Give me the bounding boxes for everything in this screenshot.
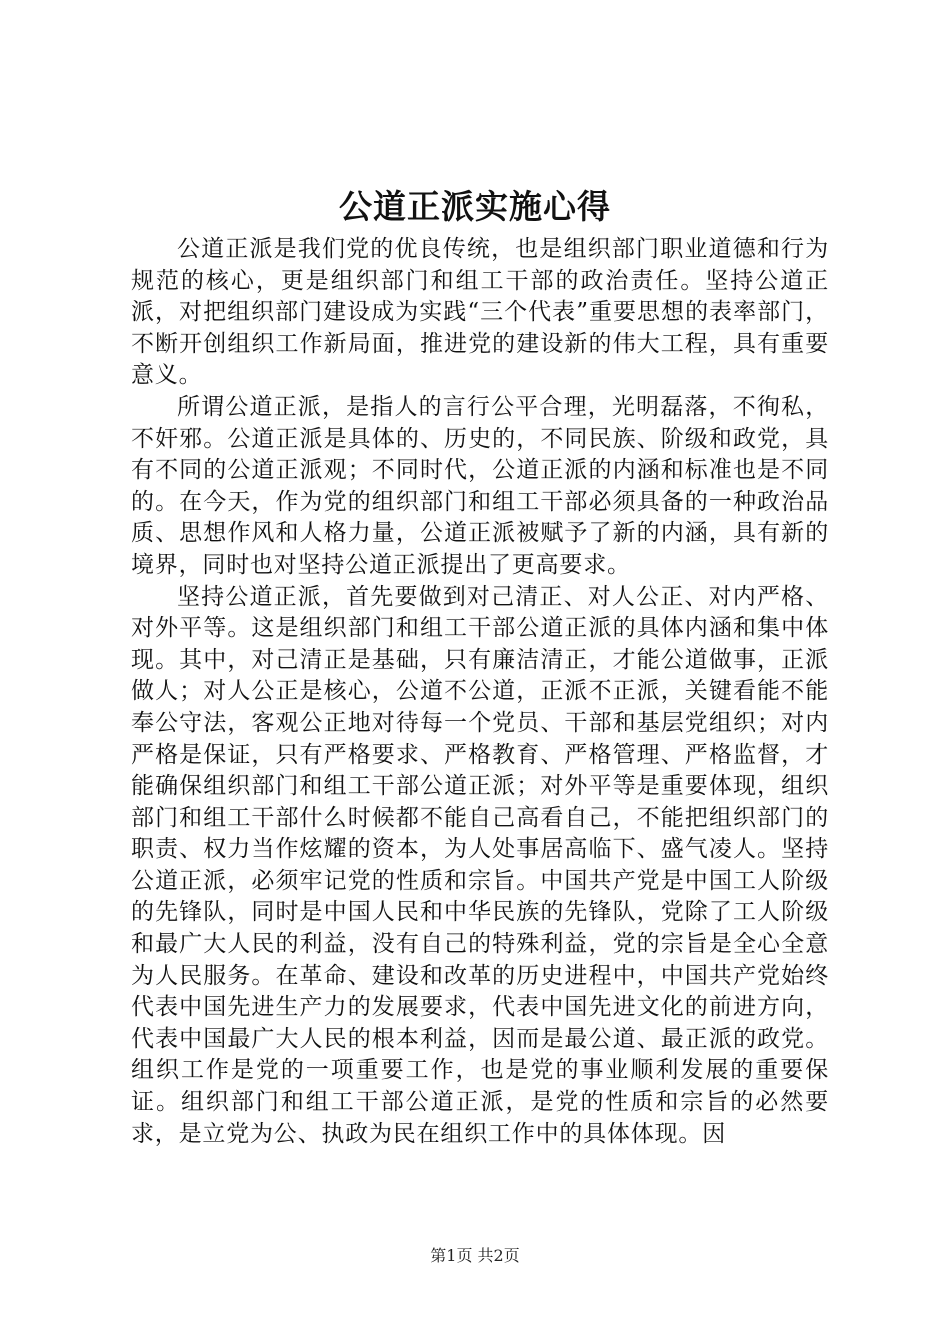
page-footer: 第1页 共2页 [430, 1246, 520, 1265]
document-title: 公道正派实施心得 [339, 187, 611, 226]
document-body [131, 234, 829, 1150]
paragraph-1: 公道正派是我们党的优良传统，也是组织部门职业道德和行为规范的核心，更是组织部门和组工干部的政治责任。坚持公道正派，对把组织部门建设成为实践“三个代表”重要思想的表率部门，不断开创组织工作新局面，推进党的建设新的伟大工程，具有重要意义。 [131, 236, 829, 389]
paragraph-3: 坚持公道正派，首先要做到对己清正、对人公正、对内严格、对外平等。这是组织部门和组工干部公道正派的具体内涵和集中体现。其中，对己清正是基础，只有廉洁清正，才能公道做事，正派做人；对人公正是核心，公道不公道，正派不正派，关键看能不能奉公守法，客观公正地对待每一个党员、干部和基层党组织；对内严格是保证，只有严格要求、严格教育、严格管理、严格监督，才能确保组织部门和组工干部公道正派；对外平等是重要体现，组织部门和组工干部什么时候都不能自己高看自己，不能把组织部门的职责、权力当作炫耀的资本，为人处事居高临下、盛气凌人。坚持公道正派，必须牢记党的性质和宗旨。中国共产党是中国工人阶级的先锋队，同时是中国人民和中华民族的先锋队，党除了工人阶级和最广大人民的利益，没有自己的特殊利益，党的宗旨是全心全意为人民服务。在革命、建设和改革的历史进程中，中国共产党始终代表中国先进生产力的发展要求，代表中国先进文化的前进方向，代表中国最广大人民的根本利益，因而是最公道、最正派的政党。组织工作是党的一项重要工作，也是党的事业顺利发展的重要保证。组织部门和组工干部公道正派，是党的性质和宗旨的必然要求，是立党为公、执政为民在组织工作中的具体体现。因 [131, 583, 829, 1147]
paragraph-2: 所谓公道正派，是指人的言行公平合理，光明磊落，不徇私，不奸邪。公道正派是具体的、历史的，不同民族、阶级和政党，具有不同的公道正派观；不同时代，公道正派的内涵和标准也是不同的。在今天，作为党的组织部门和组工干部必须具备的一种政治品质、思想作风和人格力量，公道正派被赋予了新的内涵，具有新的境界，同时也对坚持公道正派提出了更高要求。 [131, 393, 829, 578]
